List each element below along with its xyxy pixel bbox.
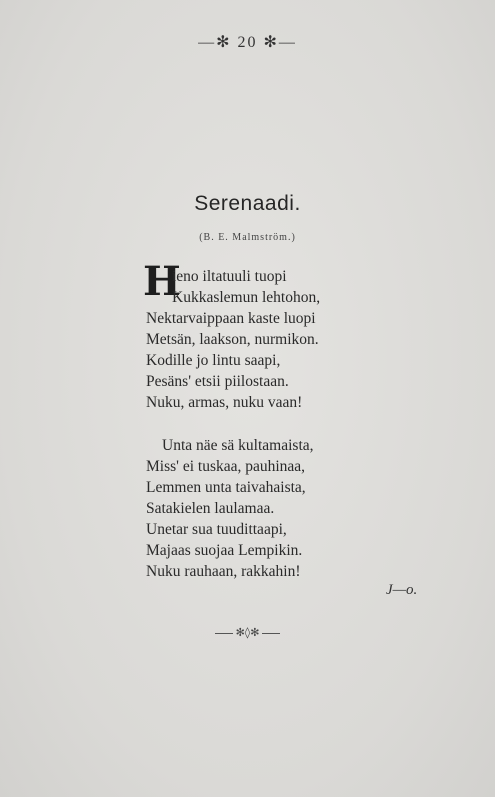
page-header: —✻ 20 ✻— bbox=[198, 34, 297, 51]
poem-line: Nuku rauhaan, rakkahin! bbox=[146, 563, 301, 580]
ornament-glyph: ✻◊✻ bbox=[235, 626, 260, 639]
poem-title: Serenaadi. bbox=[194, 192, 301, 215]
poem-signature: J—o. bbox=[386, 582, 418, 598]
poem-line: Nuku, armas, nuku vaan! bbox=[146, 394, 303, 411]
poem-attribution: (B. E. Malmström.) bbox=[199, 232, 296, 243]
poem-line: Lemmen unta taivahaista, bbox=[146, 479, 306, 496]
poem-line: Unetar sua tuudittaapi, bbox=[146, 521, 287, 538]
poem-line: Nektarvaippaan kaste luopi bbox=[146, 310, 316, 327]
end-ornament bbox=[0, 626, 495, 639]
drop-cap: H bbox=[143, 258, 181, 305]
poem-line: Pesäns' etsii piilostaan. bbox=[146, 373, 289, 390]
poem-line: Kukkaslemun lehtohon, bbox=[172, 289, 321, 306]
ornament-rule-left bbox=[215, 633, 233, 634]
poem-line: Miss' ei tuskaa, pauhinaa, bbox=[146, 458, 306, 475]
poem-line: Kodille jo lintu saapi, bbox=[146, 352, 281, 369]
poem-line: Unta näe sä kultamaista, bbox=[162, 437, 314, 454]
ornament-rule-right bbox=[262, 633, 280, 634]
poem-line: Satakielen laulamaa. bbox=[146, 500, 275, 517]
poem-line: ieno iltatuuli tuopi bbox=[172, 268, 287, 285]
poem-line: Metsän, laakson, nurmikon. bbox=[146, 331, 319, 348]
poem-line: Majaas suojaa Lempikin. bbox=[146, 542, 303, 559]
